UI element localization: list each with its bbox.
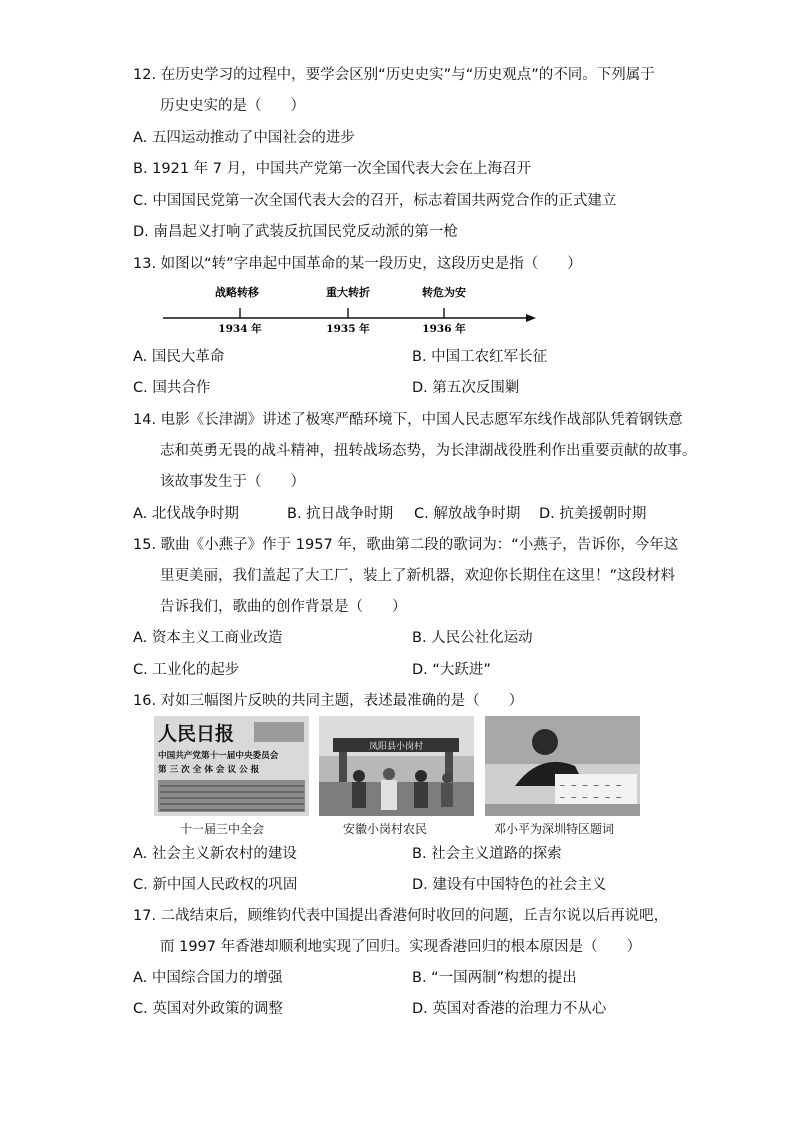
photo-caption-2: 安徽小岗村农民 — [343, 822, 428, 836]
q15-stem-line1: 15. 歌曲《小燕子》作于 1957 年，歌曲第二段的歌词为：“小燕子，告诉你，今年这 — [133, 537, 679, 553]
q14-stem-line2: 志和英勇无畏的战斗精神，扭转战场态势，为长津湖战役胜利作出重要贡献的故事。 — [160, 443, 697, 459]
q17-stem-line1: 17. 二战结束后，顾维钧代表中国提出香港何时收回的问题，丘吉尔说以后再说吧， — [133, 908, 669, 924]
q13-option-c: C. 国共合作 — [133, 380, 211, 396]
timeline-year-1934: 1934 年 — [218, 323, 262, 334]
q12-option-b: B. 1921 年 7 月，中国共产党第一次全国代表大会在上海召开 — [133, 161, 532, 177]
q15-option-c: C. 工业化的起步 — [133, 662, 240, 678]
calligraphy-photo — [485, 716, 640, 816]
svg-text:~ ~ ~ ~ ~ ~: ~ ~ ~ ~ ~ ~ — [559, 793, 623, 802]
q14-option-a: A. 北伐战争时期 — [133, 506, 239, 522]
q16-option-c: C. 新中国人民政权的巩固 — [133, 877, 298, 893]
q15-option-b: B. 人民公社化运动 — [412, 630, 533, 646]
q16-option-a: A. 社会主义新农村的建设 — [133, 846, 297, 862]
newspaper-line1: 中国共产党第十一届中央委员会 — [158, 751, 279, 761]
q14-option-d: D. 抗美援朝时期 — [539, 506, 647, 522]
q13-option-d: D. 第五次反围剿 — [412, 380, 520, 396]
q13-option-a: A. 国民大革命 — [133, 349, 225, 365]
q16-option-d: D. 建设有中国特色的社会主义 — [412, 877, 607, 893]
q17-stem-line2: 而 1997 年香港却顺利地实现了回归。实现香港回归的根本原因是（ ） — [160, 939, 642, 955]
newspaper-headline: 人民日报 — [158, 723, 235, 745]
svg-text:~ ~ ~ ~ ~ ~: ~ ~ ~ ~ ~ ~ — [559, 781, 623, 790]
q12-stem-line1: 12. 在历史学习的过程中，要学会区别“历史史实”与“历史观点”的不同。下列属于 — [133, 67, 655, 83]
q16-option-b: B. 社会主义道路的探索 — [412, 846, 562, 862]
timeline-year-1936: 1936 年 — [422, 323, 466, 334]
q17-option-c: C. 英国对外政策的调整 — [133, 1001, 283, 1017]
q15-option-d: D. “大跃进” — [412, 662, 491, 678]
q16-stem: 16. 对如三幅图片反映的共同主题，表述最准确的是（ ） — [133, 693, 524, 709]
q14-stem-line3: 该故事发生于（ ） — [160, 474, 305, 490]
q17-option-b: B. “一国两制”构想的提出 — [412, 970, 577, 986]
timeline-arrowhead — [526, 314, 536, 322]
timeline-label-3: 转危为安 — [422, 286, 466, 299]
photo-caption-1: 十一届三中全会 — [180, 822, 265, 836]
timeline-label-2: 重大转折 — [326, 286, 370, 299]
q14-stem-line1: 14. 电影《长津湖》讲述了极寒严酷环境下，中国人民志愿军东线作战部队凭着钢铁意 — [133, 412, 683, 428]
q13-option-b: B. 中国工农红军长征 — [412, 349, 548, 365]
photo-caption-3: 邓小平为深圳特区题词 — [494, 822, 615, 836]
xiaogang-photo — [319, 716, 474, 816]
newspaper-line2: 第 三 次 全 体 会 议 公 报 — [158, 765, 260, 775]
timeline-year-1935: 1935 年 — [326, 323, 370, 334]
q13-timeline — [160, 282, 540, 334]
calligraphy-image — [485, 716, 640, 816]
q13-stem: 13. 如图以“转”字串起中国革命的某一段历史，这段历史是指（ ） — [133, 256, 582, 272]
village-gate-sign: 凤阳县小岗村 — [368, 742, 424, 752]
q15-stem-line2: 里更美丽，我们盖起了大工厂，装上了新机器，欢迎你长期住在这里！”这段材料 — [160, 568, 676, 584]
q17-option-a: A. 中国综合国力的增强 — [133, 970, 283, 986]
q15-stem-line3: 告诉我们，歌曲的创作背景是（ ） — [160, 599, 407, 615]
q14-option-c: C. 解放战争时期 — [414, 506, 521, 522]
newspaper-photo — [154, 716, 309, 816]
q17-option-d: D. 英国对香港的治理力不从心 — [412, 1001, 607, 1017]
q14-option-b: B. 抗日战争时期 — [287, 506, 394, 522]
timeline-diagram — [160, 282, 540, 334]
xiaogang-image — [319, 716, 474, 816]
q12-stem-line2: 历史史实的是（ ） — [160, 98, 305, 114]
q12-option-a: A. 五四运动推动了中国社会的进步 — [133, 130, 355, 146]
newspaper-image — [154, 716, 309, 816]
q16-photo-strip — [154, 716, 640, 838]
timeline-label-1: 战略转移 — [215, 286, 259, 299]
q12-option-c: C. 中国国民党第一次全国代表大会的召开，标志着国共两党合作的正式建立 — [133, 193, 617, 209]
q15-option-a: A. 资本主义工商业改造 — [133, 630, 283, 646]
q12-option-d: D. 南昌起义打响了武装反抗国民党反动派的第一枪 — [133, 224, 458, 240]
